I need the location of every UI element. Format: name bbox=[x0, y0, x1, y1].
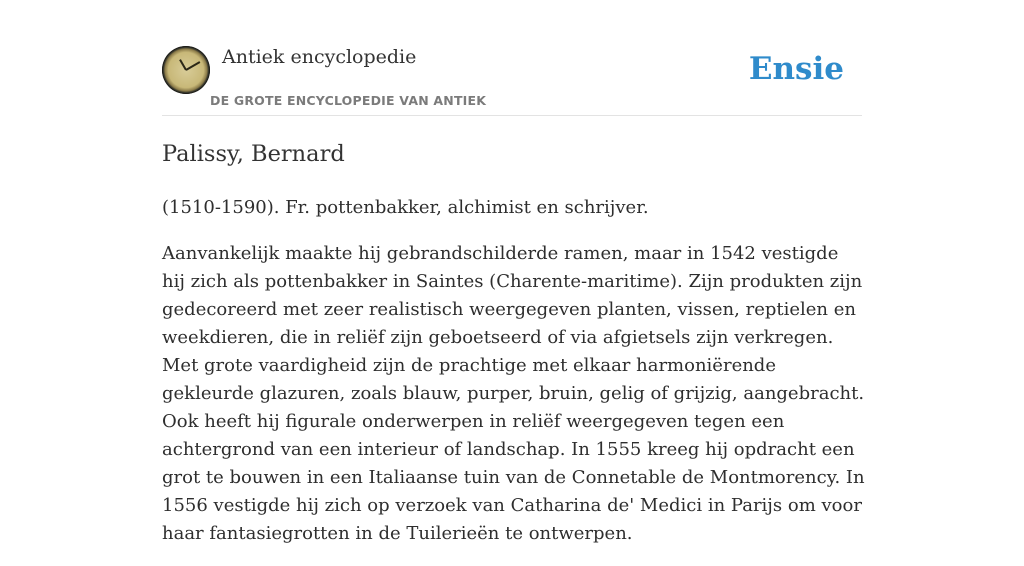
site-title[interactable]: Antiek encyclopedie bbox=[222, 46, 417, 68]
ensie-logo-link[interactable]: Ensie bbox=[748, 51, 844, 87]
article bbox=[162, 138, 866, 566]
article-title: Palissy, Bernard bbox=[162, 141, 345, 167]
site-header bbox=[162, 40, 862, 116]
clock-minute-hand bbox=[186, 61, 201, 71]
article-intro: (1510-1590). Fr. pottenbakker, alchimist en schrijver. bbox=[162, 197, 649, 218]
article-body: Aanvankelijk maakte hij gebrandschilderde ramen, maar in 1542 vestigde hij zich als pottenbakker in Saintes (Charente-maritime). Zijn produkten zijn gedecoreerd met zeer realistisch weergegeven planten, vissen, reptielen en weekdieren, die in reliëf zijn geboetseerd of via afgietsels zijn verkregen. Met grote vaardigheid zijn de prachtige met elkaar harmoniërende gekleurde glazuren, zoals blauw, purper, bruin, gelig of grijzig, aangebracht. Ook heeft hij figurale onderwerpen in reliëf weergegeven tegen een achtergrond van een interieur of landschap. In 1555 kreeg hij opdracht een grot te bouwen in een Italiaanse tuin van de Connetable de Montmorency. In 1556 vestigde hij zich op verzoek van Catharina de' Medici in Parijs om voor haar fantasiegrotten in de Tuilerieën te ontwerpen. bbox=[162, 243, 865, 544]
clock-icon[interactable] bbox=[162, 46, 210, 94]
site-subtitle: DE GROTE ENCYCLOPEDIE VAN ANTIEK bbox=[210, 93, 487, 108]
